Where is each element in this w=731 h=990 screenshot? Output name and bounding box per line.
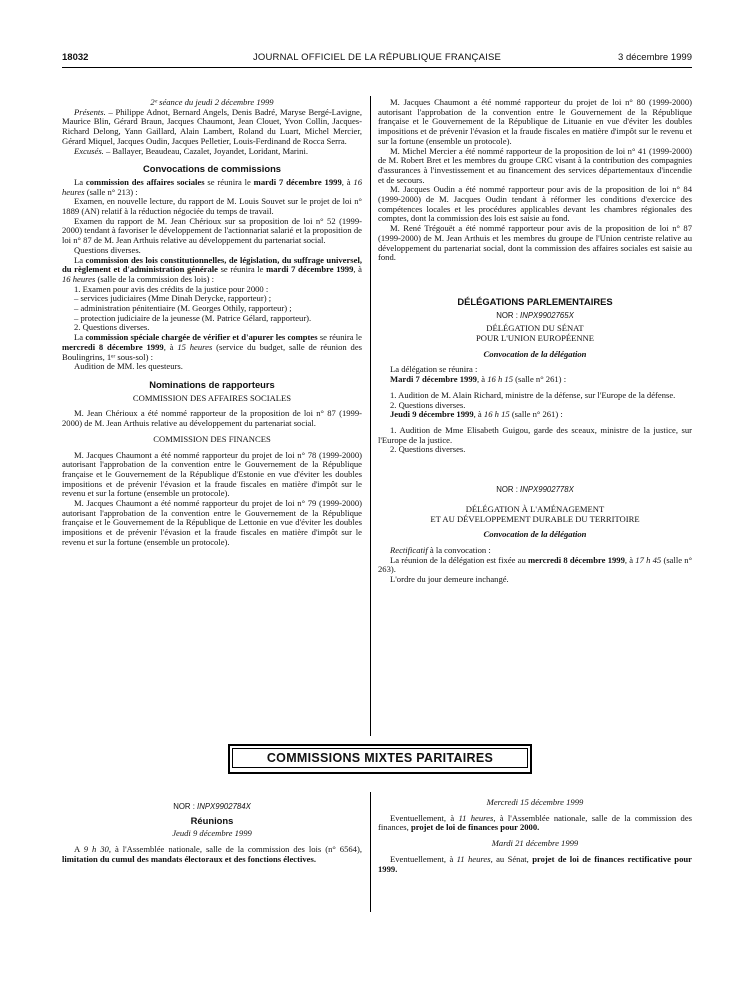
text: , à l'Assemblée nationale, salle de la commission des finances,	[378, 812, 692, 833]
left-column	[62, 98, 362, 548]
cmp-paragraph	[378, 814, 692, 833]
meeting-time: 17 h 45	[635, 554, 662, 565]
nominations-heading: Nominations de rapporteurs	[149, 378, 275, 390]
convocation-heading: Convocation de la délégation	[483, 348, 587, 359]
cmp-left-column	[62, 798, 362, 865]
meeting-time: 16 heures	[62, 176, 362, 197]
presents-list: – Philippe Adnot, Bernard Angels, Denis Badré, Maryse Bergé-Lavigne, Maurice Blin, Gérard Braun, Jacques Chaumont, Jean Clouet, Yvon Collin, Jacques-Richard Delong, Yann Gaillard, Alain Lambert, Roland du Luart, Michel Mercier, Gérard Miquel, Jacques Oudin, Jacques Pelletier, Louis-Ferdinand de Rocca Serra.	[62, 106, 362, 146]
delegation-intro: La délégation se réunira :	[390, 364, 478, 375]
issue-date: 3 décembre 1999	[618, 52, 692, 63]
conv2-intro	[62, 256, 362, 285]
excuses-paragraph	[62, 147, 362, 157]
agenda-item: 1. Examen pour avis des crédits de la justice pour 2000 :	[74, 283, 269, 294]
presents-label: Présents.	[74, 106, 106, 117]
nor-reference	[378, 485, 692, 495]
nor-reference	[378, 311, 692, 321]
text: , à	[473, 409, 484, 420]
agenda-item: Questions diverses.	[74, 244, 141, 255]
column-divider	[370, 792, 371, 912]
subject: projet de loi de finances rectificative pour 1999.	[378, 853, 692, 874]
commission-finances-heading: COMMISSION DES FINANCES	[153, 433, 271, 444]
text: La réunion de la délégation est fixée au	[390, 554, 529, 565]
text: A	[74, 844, 84, 855]
presents-paragraph	[62, 108, 362, 147]
excuses-label: Excusés.	[74, 145, 104, 156]
agenda-item: 1. Audition de M. Alain Richard, ministre de la défense, sur l'Europe de la défense.	[390, 389, 676, 400]
text: Eventuellement, à	[390, 812, 459, 823]
agenda-item: Audition de MM. les questeurs.	[74, 361, 183, 372]
agenda-item: 2. Questions diverses.	[390, 399, 466, 410]
subject: limitation du cumul des mandats électoraux et des fonctions électives.	[62, 853, 316, 864]
commission-name: commission des lois constitutionnelles, de législation, du suffrage universel, du règlement et d'administration générale	[62, 254, 362, 275]
header-rule	[62, 67, 692, 68]
nor-label: NOR :	[496, 310, 521, 320]
page-header	[62, 52, 692, 66]
meeting-day-heading: Mardi 21 décembre 1999	[491, 838, 579, 849]
commission-name: commission des affaires sociales	[85, 176, 205, 187]
cmp-paragraph	[62, 845, 362, 864]
text: (salle n° 213) :	[84, 186, 138, 197]
agenda-subitem: – services judiciaires (Mme Dinah Derycke, rapporteur) ;	[74, 293, 272, 304]
meeting-time: 11 heures	[456, 853, 491, 864]
cmp-paragraph	[378, 855, 692, 874]
nomination-paragraph: M. René Trégouët a été nommé rapporteur pour avis de la proposition de loi n° 87 (1999-2000) de M. Jean Arthuis et les membres du groupe de l'Union centriste relative au développement du partenariat social, dont la commission des affaires sociales est saisie au fond.	[378, 223, 692, 263]
nor-code: INPX9902784X	[197, 802, 251, 811]
delegation-paragraph	[378, 556, 692, 575]
nomination-paragraph: M. Jacques Chaumont a été nommé rapporteur du projet de loi n° 79 (1999-2000) autorisant l'approbation de la convention entre le Gouvernement de la République française et le Gouvernement de la République de Lettonie en vue d'éviter les doubles impositions et de prévenir l'évasion et la fraude fiscales en matière d'impôt sur le revenu et sur la fortune (ensemble un protocole).	[62, 498, 362, 547]
agenda-subitem: – administration pénitentiaire (M. Georges Othily, rapporteur) ;	[74, 303, 292, 314]
text: La	[74, 176, 86, 187]
nomination-paragraph: M. Jean Chérioux a été nommé rapporteur de la proposition de loi n° 87 (1999-2000) de M. Jean Arthuis relative au développement du partenariat social.	[62, 408, 362, 429]
nor-label: NOR :	[173, 802, 198, 811]
agenda-item: Examen, en nouvelle lecture, du rapport de M. Louis Souvet sur le projet de loi n° 1889 (AN) relatif à la réduction négociée du temps de travail.	[62, 196, 362, 217]
meeting-date: mercredi 8 décembre 1999	[62, 341, 164, 352]
subject: projet de loi de finances pour 2000.	[410, 822, 540, 833]
conv3-intro	[62, 333, 362, 362]
text: , à	[624, 554, 636, 565]
meeting-time: 11 heures	[458, 812, 494, 823]
convocations-heading: Convocations de commissions	[142, 163, 282, 175]
text: se réunira le	[317, 332, 362, 343]
commission-name: commission spéciale chargée de vérifier et d'apurer les comptes	[85, 332, 318, 343]
delegation-name: DÉLÉGATION DU SÉNAT	[486, 323, 584, 334]
text: La	[74, 254, 86, 265]
page-number: 18032	[62, 52, 89, 63]
rectificatif-label: Rectificatif	[390, 544, 428, 555]
right-column	[378, 98, 692, 585]
meeting-date: mardi 7 décembre 1999	[266, 264, 354, 275]
meeting-date: Mardi 7 décembre 1999	[390, 374, 477, 385]
meeting-time: 9 h 30	[83, 844, 109, 855]
column-divider	[370, 96, 371, 736]
meeting-date: mardi 7 décembre 1999	[253, 176, 342, 187]
meeting-time: 16 heures	[62, 273, 96, 284]
text: , à l'Assemblée nationale, salle de la commission des lois (n° 6564),	[108, 844, 362, 855]
journal-title: JOURNAL OFFICIEL DE LA RÉPUBLIQUE FRANÇAISE	[252, 52, 502, 63]
excuses-list: – Ballayer, Beaudeau, Cazalet, Joyandet, Loridant, Marini.	[103, 145, 308, 156]
text: , à	[476, 374, 488, 385]
cmp-right-column	[378, 798, 692, 874]
commission-affaires-sociales-heading: COMMISSION DES AFFAIRES SOCIALES	[132, 392, 292, 403]
nor-label: NOR :	[496, 485, 521, 495]
text: Eventuellement, à	[390, 853, 457, 864]
meeting-date: Jeudi 9 décembre 1999	[390, 409, 474, 420]
reunions-heading: Réunions	[190, 814, 234, 826]
meeting-time: 16 h 15	[483, 409, 510, 420]
agenda-item: 2. Questions diverses.	[74, 322, 150, 333]
delegation-date-line	[378, 410, 692, 420]
convocation-heading: Convocation de la délégation	[483, 529, 587, 540]
meeting-day-heading: Jeudi 9 décembre 1999	[172, 828, 252, 839]
text: , à	[353, 264, 362, 275]
text: (salle de la commission des lois) :	[95, 273, 214, 284]
text: , à	[341, 176, 354, 187]
nomination-paragraph: M. Michel Mercier a été nommé rapporteur de la proposition de loi n° 41 (1999-2000) de M. Robert Bret et les membres du groupe CRC visant à la contribution des compagnies d'assurances à l'investissement et au financement des services départementaux d'incendie et de secours.	[378, 145, 692, 185]
delegation-paragraph: L'ordre du jour demeure inchangé.	[390, 574, 509, 585]
nor-reference	[62, 802, 362, 812]
delegations-heading: DÉLÉGATIONS PARLEMENTAIRES	[457, 295, 613, 307]
text: (salle n° 261) :	[509, 409, 563, 420]
text: , au Sénat,	[490, 853, 533, 864]
agenda-item: Examen du rapport de M. Jean Chérioux sur sa proposition de loi n° 52 (1999-2000) tendant à favoriser le développement de l'actionnariat salarié et la proposition de loi n° 87 de M. Jean Arthuis relative au développement du partenariat social.	[62, 215, 362, 246]
seance-heading: 2ᵉ séance du jeudi 2 décembre 1999	[150, 97, 274, 107]
delegation-name: DÉLÉGATION À L'AMÉNAGEMENT	[465, 503, 605, 514]
meeting-day-heading: Mercredi 15 décembre 1999	[486, 797, 584, 807]
cmp-banner	[228, 744, 532, 774]
nomination-paragraph: M. Jacques Oudin a été nommé rapporteur pour avis de la proposition de loi n° 84 (1999-2000) de M. Jacques Oudin tendant à réformer les conditions d'exercice des compétences locales et les procédures applicables devant les chambres régionales des comptes, dont la commission des lois est saisie au fond.	[378, 184, 692, 224]
text: à la convocation :	[427, 544, 491, 555]
text: (service du budget, salle de réunion des Boulingrins, 1ᵉʳ sous-sol) :	[62, 341, 362, 362]
delegation-date-line	[378, 375, 692, 385]
meeting-date: mercredi 8 décembre 1999	[528, 554, 625, 565]
nor-code: INPX9902778X	[520, 485, 574, 495]
conv1-intro	[62, 178, 362, 197]
nor-code: INPX9902765X	[520, 310, 574, 320]
delegation-name: POUR L'UNION EUROPÉENNE	[475, 333, 595, 344]
agenda-item: 1. Audition de Mme Elisabeth Guigou, garde des sceaux, ministre de la justice, sur l'Europe de la justice.	[378, 424, 692, 445]
meeting-time: 15 heures	[177, 341, 213, 352]
nomination-paragraph: M. Jacques Chaumont a été nommé rapporteur du projet de loi n° 78 (1999-2000) autorisant l'approbation de la convention entre le Gouvernement de la République française et le Gouvernement de la République d'Estonie en vue d'éviter les doubles impositions et de prévenir l'évasion et la fraude fiscales en matière d'impôt sur le revenu et sur la fortune (ensemble un protocole).	[62, 449, 362, 499]
meeting-time: 16 h 15	[487, 374, 513, 385]
agenda-item: 2. Questions diverses.	[390, 444, 466, 455]
text: (salle n° 263).	[378, 554, 693, 575]
text: se réunira le	[217, 264, 267, 275]
text: La	[74, 332, 86, 343]
cmp-banner-title: COMMISSIONS MIXTES PARITAIRES	[232, 748, 528, 768]
text: se réunira le	[204, 176, 254, 187]
text: (salle n° 261) :	[513, 374, 567, 385]
agenda-subitem: – protection judiciaire de la jeunesse (M. Patrice Gélard, rapporteur).	[74, 312, 312, 323]
nomination-paragraph: M. Jacques Chaumont a été nommé rapporteur du projet de loi n° 80 (1999-2000) autorisant l'approbation de la convention entre le Gouvernement de la République française et le Gouvernement de la République de Lituanie en vue d'éviter les doubles impositions et de prévenir l'évasion et la fraude fiscales en matière d'impôt sur le revenu et sur la fortune (ensemble un protocole).	[378, 97, 692, 146]
text: , à	[163, 341, 178, 352]
delegation-name: ET AU DÉVELOPPEMENT DURABLE DU TERRITOIRE	[430, 513, 640, 524]
